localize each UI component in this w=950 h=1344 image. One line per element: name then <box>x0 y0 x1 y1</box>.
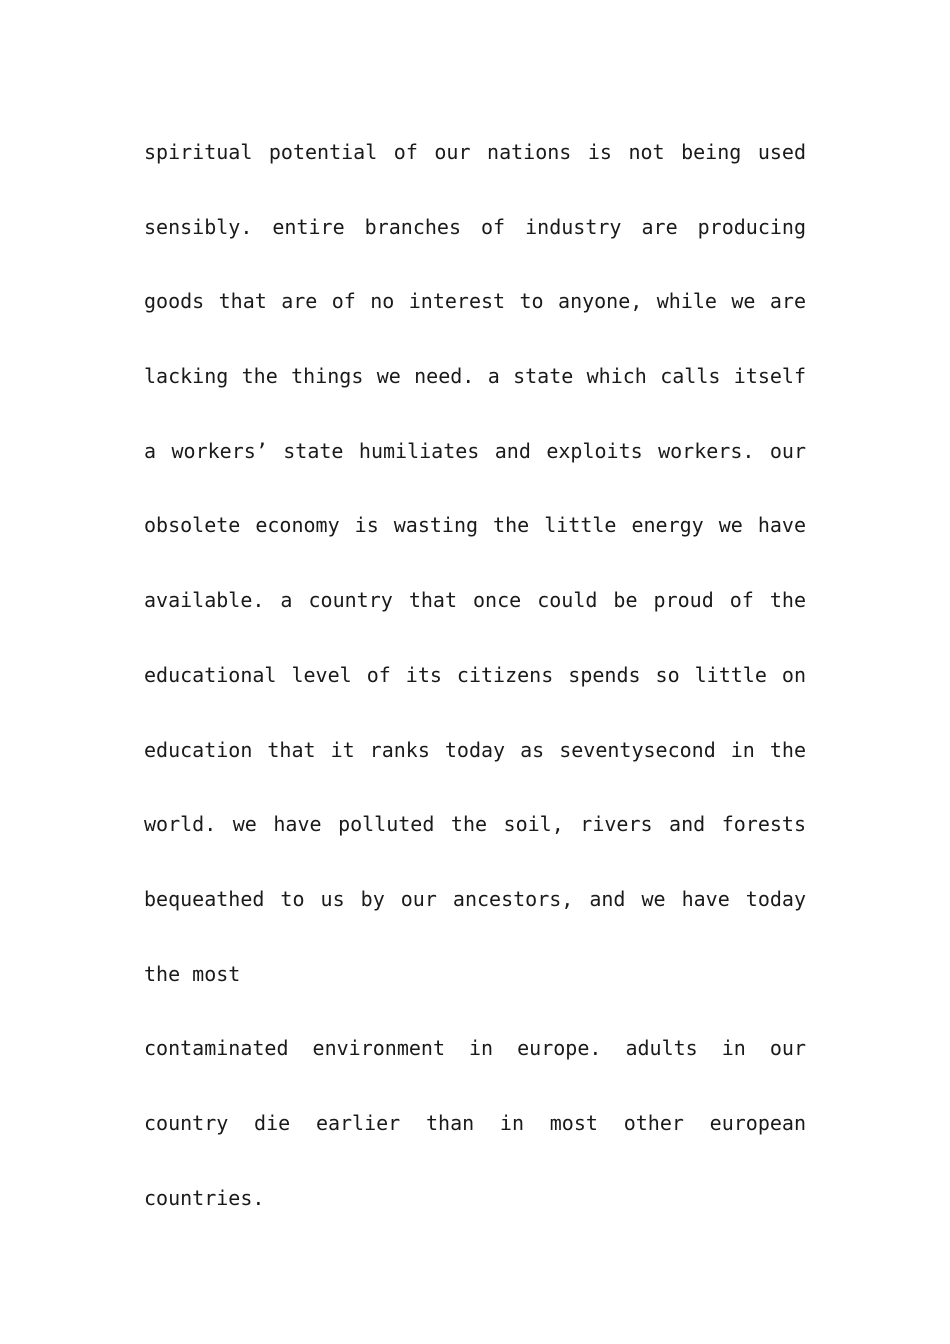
text-line: contaminated environment in europe. adults in our <box>144 1036 806 1061</box>
text-line: obsolete economy is wasting the little energy we have <box>144 513 806 538</box>
text-line: goods that are of no interest to anyone, while we are <box>144 289 806 314</box>
text-line: a workers’ state humiliates and exploits workers. our <box>144 438 806 463</box>
body-text <box>144 132 806 1252</box>
text-line: spiritual potential of our nations is not being used <box>144 140 806 164</box>
text-line: the most <box>144 961 241 986</box>
text-line: countries. <box>144 1185 265 1210</box>
text-line: available. a country that once could be proud of the <box>144 588 806 613</box>
text-line: educational level of its citizens spends so little on <box>144 662 806 687</box>
text-line: country die earlier than in most other european <box>144 1110 806 1135</box>
text-line: sensibly. entire branches of industry are producing <box>144 214 806 239</box>
text-line: lacking the things we need. a state which calls itself <box>144 364 806 389</box>
text-line: education that it ranks today as seventysecond in the <box>144 737 806 762</box>
text-line: bequeathed to us by our ancestors, and we have today <box>144 886 806 911</box>
text-line: world. we have polluted the soil, rivers and forests <box>144 812 806 837</box>
